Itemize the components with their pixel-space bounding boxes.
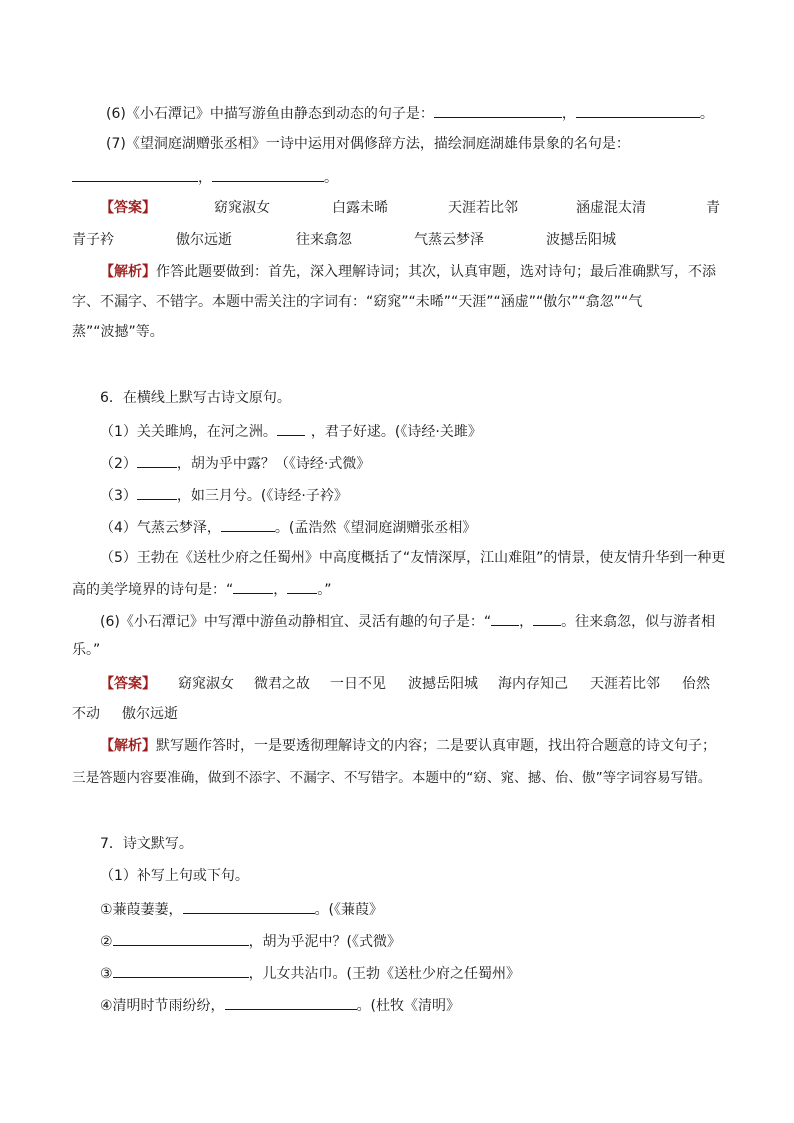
q7-item3-text: ，儿女共沾巾。(王勃《送杜少府之任蜀州》	[248, 966, 521, 982]
answer-item: 不动	[72, 706, 100, 722]
answer-blank[interactable]	[212, 166, 324, 182]
answer-item: 天涯若比邻	[590, 676, 660, 692]
analysis-line: 蒸”“波撼”等。	[72, 324, 164, 340]
q6-item5-line2	[72, 578, 332, 598]
answer-item: 涵虚混太清	[576, 200, 646, 216]
answer-blank[interactable]	[137, 484, 177, 500]
q6-item5-end: 。”	[317, 582, 332, 598]
q7-item4	[100, 994, 460, 1014]
q6-item6	[100, 610, 715, 630]
q7-item4-text2: 。(杜牧《清明》	[356, 998, 461, 1014]
q6-item6-comma: ，	[519, 614, 534, 630]
q5-item7-blanks	[72, 166, 338, 186]
q5-item7-comma: ，	[198, 170, 212, 186]
q6-item5-comma: ，	[273, 582, 288, 598]
answer-blank[interactable]	[72, 166, 198, 182]
q6-item1-text2: ，君子好逑。(《诗经·关雎》	[310, 424, 482, 440]
q6-item1-text: （1）关关雎鸠，在河之洲。	[100, 424, 277, 440]
q6-item2	[100, 452, 370, 472]
q6-title: 6．在横线上默写古诗文原句。	[100, 390, 291, 406]
q6-item3-num: （3）	[100, 488, 137, 504]
analysis-line: 三是答题内容要准确，做到不添字、不漏字、不写错字。本题中的“窈、窕、撼、佁、傲”等字词容易写错。	[72, 770, 712, 786]
answer-item: 傲尔远逝	[122, 706, 178, 722]
analysis-line: 字、不漏字、不错字。本题中需关注的字词有：“窈窕”“未晞”“天涯”“涵虚”“傲尔”“翕忽”“气	[72, 294, 643, 310]
q5-item7: (7)《望洞庭湖赠张丞相》一诗中运用对偶修辞方法，描绘洞庭湖雄伟景象的名句是：	[106, 136, 630, 152]
answer-item: 窈窕淑女	[178, 676, 234, 692]
q7-sub1: （1）补写上句或下句。	[100, 868, 249, 884]
answer-blank[interactable]	[113, 930, 249, 946]
answer-blank[interactable]	[491, 610, 519, 626]
answer-item: 青子衿	[72, 232, 114, 248]
answer-item: 海内存知己	[498, 676, 568, 692]
q6-item4-text2: 。(孟浩然《望洞庭湖赠张丞相》	[274, 520, 477, 536]
q7-item1-text2: 。(《蒹葭》	[314, 902, 384, 918]
answer-blank[interactable]	[533, 610, 561, 626]
answer-blank[interactable]	[287, 578, 317, 594]
q6-item5: （5）王勃在《送杜少府之任蜀州》中高度概括了“友情深厚，江山难阻”的情景，使友情升华到一种更	[100, 550, 726, 566]
q7-item2	[100, 930, 401, 950]
q6-item6-text2: 。往来翕忽，似与游者相	[561, 614, 716, 630]
analysis-line	[100, 736, 716, 756]
answer-item: 一日不见	[330, 676, 386, 692]
analysis-line	[100, 262, 716, 282]
answer-blank[interactable]	[576, 102, 700, 118]
answer-item: 波撼岳阳城	[408, 676, 478, 692]
answer-item: 佁然	[682, 676, 710, 692]
answer-blank[interactable]	[221, 516, 275, 532]
answer-item: 青	[706, 200, 720, 216]
q7-item4-text: ④清明时节雨纷纷，	[100, 998, 225, 1014]
answer-blank[interactable]	[434, 102, 562, 118]
answer-blank[interactable]	[233, 578, 273, 594]
answer-blank[interactable]	[137, 452, 177, 468]
answer-item: 傲尔远逝	[176, 232, 232, 248]
q6-item2-num: （2）	[100, 456, 137, 472]
answer-tag: 【答案】	[100, 200, 156, 216]
answer-item: 气蒸云梦泽	[414, 232, 484, 248]
q7-item3-num: ③	[100, 966, 113, 982]
q6-item3-text: ，如三月兮。(《诗经·子衿》	[176, 488, 348, 504]
q7-item1-text: ①蒹葭萋萋，	[100, 902, 183, 918]
answer-item: 微君之故	[254, 676, 310, 692]
answer-blank[interactable]	[225, 994, 357, 1010]
answer-item: 波撼岳阳城	[546, 232, 616, 248]
q5-item6-end: 。	[699, 106, 714, 122]
q6-item4-text: （4）气蒸云梦泽，	[100, 520, 221, 536]
answer-item: 往来翕忽	[296, 232, 352, 248]
answer-tag: 【答案】	[100, 676, 156, 692]
answer-item: 白露未晞	[332, 200, 388, 216]
q7-item1	[100, 898, 383, 918]
q5-item6-comma: ，	[561, 106, 576, 122]
answer-blank[interactable]	[113, 962, 249, 978]
q6-item1	[100, 420, 482, 440]
answer-item: 天涯若比邻	[448, 200, 518, 216]
q7-item2-num: ②	[100, 934, 113, 950]
analysis-tag: 【解析】	[100, 264, 156, 280]
q7-title: 7．诗文默写。	[100, 836, 193, 852]
analysis-text: 默写题作答时，一是要透彻理解诗文的内容；二是要认真审题，找出符合题意的诗文句子；	[156, 738, 716, 754]
answer-blank[interactable]	[277, 420, 305, 436]
q6-item5-text: 高的美学境界的诗句是：“	[72, 582, 234, 598]
q5-item7-end: 。	[324, 170, 338, 186]
q5-item6	[106, 102, 714, 122]
q6-item3	[100, 484, 348, 504]
analysis-text: 作答此题要做到：首先，深入理解诗词；其次，认真审题，选对诗句；最后准确默写，不添	[156, 264, 716, 280]
q5-item6-text: (6)《小石潭记》中描写游鱼由静态到动态的句子是：	[106, 106, 434, 122]
answer-blank[interactable]	[183, 898, 315, 914]
q7-item2-text: ，胡为乎泥中？(《式微》	[248, 934, 402, 950]
answer-item: 窈窕淑女	[214, 200, 270, 216]
q6-item6-text: (6)《小石潭记》中写潭中游鱼动静相宜、灵活有趣的句子是：“	[100, 614, 492, 630]
q6-item4	[100, 516, 476, 536]
q6-item6-line2: 乐。”	[72, 642, 101, 658]
analysis-tag: 【解析】	[100, 738, 156, 754]
q7-item3	[100, 962, 520, 982]
q6-item2-text: ，胡为乎中露？（《诗经·式微》	[176, 456, 371, 472]
